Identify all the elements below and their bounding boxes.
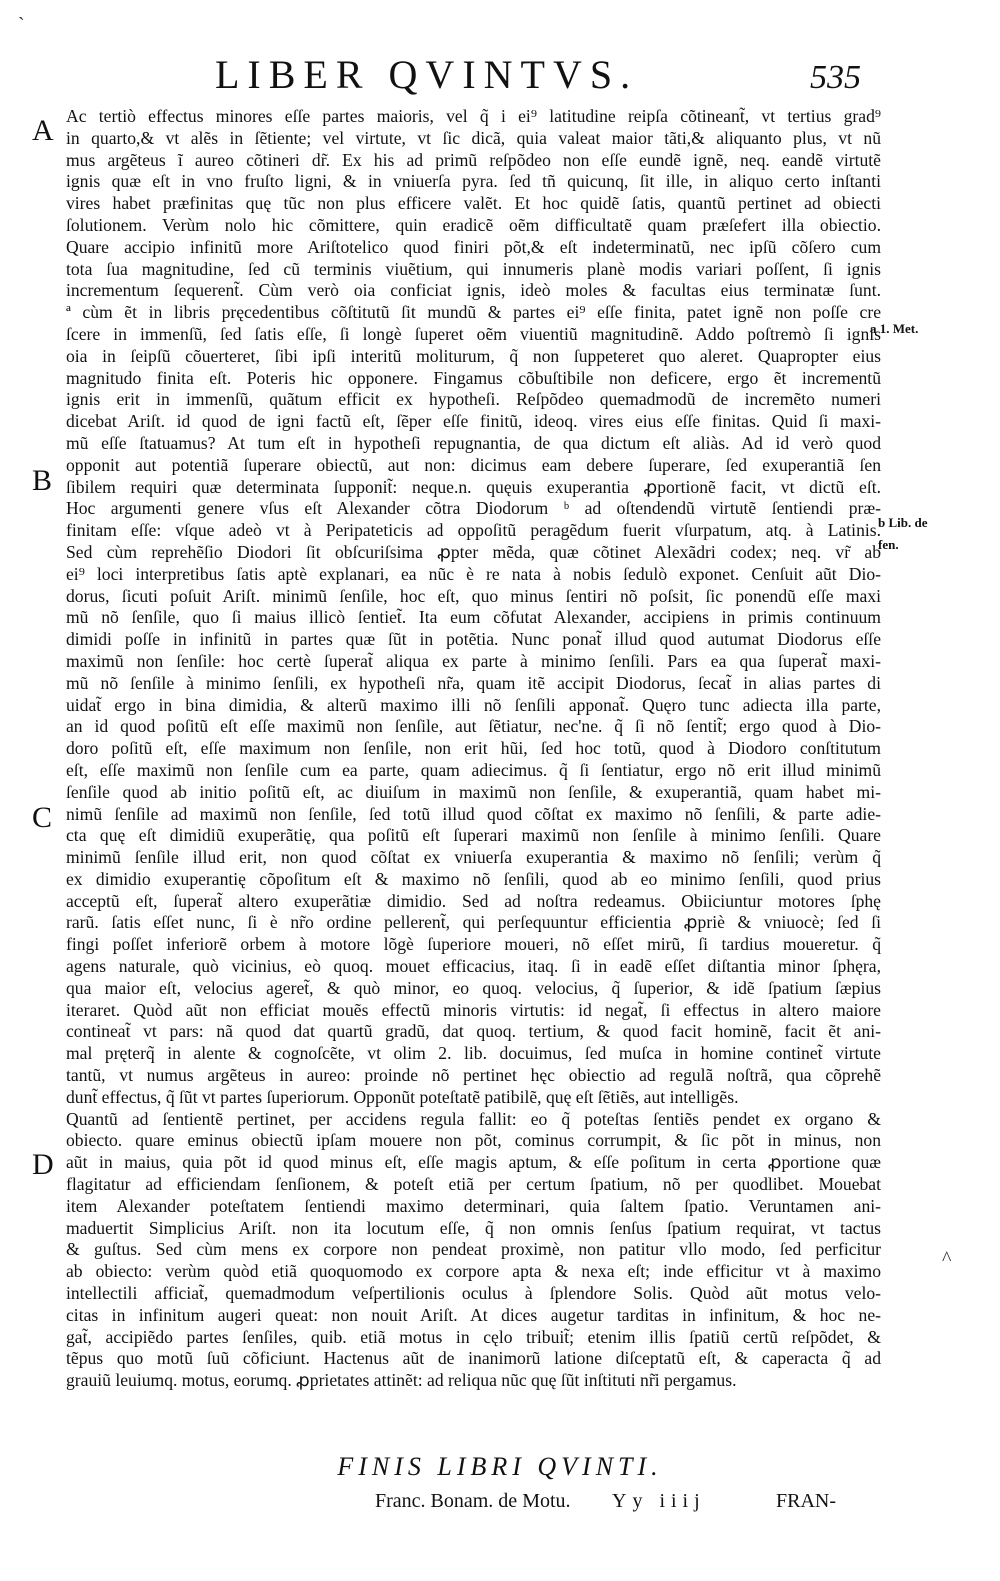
text-line: acceptũ eſt, ſuperat̃ altero exuperãtiæ dimidio. Sed ad noſtra redeamus. Obiiciuntur motores ſphę: [66, 890, 881, 911]
running-title: LIBER QVINTVS.: [215, 52, 639, 97]
text-line: iteraret. Quòd aũt non efficiat mouẽs effectũ minoris virtutis: id negat̃, ſi effectus in altero maiore: [66, 999, 881, 1020]
text-line: ſibilem requiri quæ determinata ſupponit̃: neque.n. quęuis exuperantia ꝓportionẽ facit, vt dictũ eſt.: [66, 476, 881, 497]
edge-mark: ^: [942, 1248, 952, 1270]
text-line: an id quod poſitũ eſt eſſe maximũ non ſenſile, aut ſẽtiatur, nec'ne. q̃ ſi nõ ſentit̃; ergo quod à Dio-: [66, 716, 881, 737]
text-line: gat̃, accipiẽdo partes ſenſiles, quib. etiã motus in cęlo tribuit̃; etenim illis ſpatiũ certũ reſpõdet, &: [66, 1326, 881, 1347]
text-line: fingi poſſet inferiorẽ orbem à motore lõgè ſuperiore moueri, nõ eſſet mirũ, ſi tardius moueretur. q̃: [66, 934, 881, 955]
margin-note-b: b Lib. de: [878, 515, 928, 530]
text-line: nimũ ſenſile ad maximũ non ſenſile, ſed totũ illud quod cõſtat ex maximo nõ ſenſili, & parte adie-: [66, 803, 881, 824]
margin-letter-d: D: [32, 1148, 54, 1181]
text-line: incrementum ſequerent̃. Cùm verò oia conficiat ignis, ideò moles & facultas eius terminatæ ſunt.: [66, 280, 881, 301]
text-line: cta quę eſt dimidiũ exuperãtię, qua poſitũ eſt ſuperari maximũ non ſenſile à minimo ſenſili. Quare: [66, 825, 881, 846]
text-line: oia in ſeipſũ cõuerteret, ſibi ipſi interitũ moliturum, q̃ non ſuppeteret quo aleret. Quapropter eius: [66, 345, 881, 366]
running-head: [0, 50, 1000, 100]
text-line: aũt in maius, quia põt id quod minus eſt, eſſe magis aptum, & eſſe poſitum in certa ꝓportione quæ: [66, 1152, 881, 1173]
text-line: flagitatur ad efficiendam ſenſionem, & poteſt etiã per certum ſpatium, nõ per quodlibet. Mouebat: [66, 1174, 881, 1195]
text-line: agens naturale, quò vicinius, eò quoq. mouet efficacius, itaq. ſi in eadẽ eſſet diſtantia minor ſphęra,: [66, 956, 881, 977]
text-line: grauiũ leuiumq. motus, eorumq. ꝓprietates attinẽt: ad reliqua nũc quę ſũt inſtituti nr̃i pergamus.: [66, 1370, 737, 1391]
text-line: Hoc argumenti genere vſus eſt Alexander cõtra Diodorum ᵇ ad oſtendendũ virtutẽ ſentiendi præ-: [66, 498, 881, 519]
text-line: intellectili afficiat̃, quemadmodum veſpertilionis oculus à ſplendore Solis. Quòd aũt motus velo-: [66, 1283, 881, 1304]
text-line: ſolutionem. Verùm nolo hic cõmittere, quin eradicẽ oẽm difficultatẽ quam præſefert illa obiectio.: [66, 214, 881, 235]
page-footer: [0, 1490, 1000, 1520]
text-line: vires habet præfinitas quę tũc non plus efficere valẽt. Et hoc quidẽ ſatis, quantũ pertinet ad obiecti: [66, 193, 881, 214]
text-line: mũ nõ ſenſile, quo ſi maius illicò ſentiet̃. Ita eum cõfutat Alexander, accipiens in primis continuum: [66, 607, 881, 628]
text-line: dimidi poſſe in infinitũ in partes quæ ſũt in potẽtia. Nunc ponat̃ illud quod autumat Diodorus eſſe: [66, 629, 881, 650]
text-line: qua maior eſt, velocius ageret̃, & quò minor, eo quoq. velocius, q̃ ſuperior, & idẽ ſpatium ſæpius: [66, 977, 881, 998]
text-line: ab obiecto: verùm quòd etiã quoquomodo ex corpore apta & nexa eſt; inde efficitur vt à maximo: [66, 1261, 881, 1282]
margin-letter-c: C: [32, 801, 53, 834]
text-line: dunt̃ effectus, q̃ ſũt vt partes ſuperiorum. Opponũt poteſtatẽ patibilẽ, quę eſt ſẽtiẽs, aut intelligẽs.: [66, 1086, 739, 1107]
text-line: ei⁹ loci interpretibus ſatis aptè explanari, ea nũc è re nata à nobis ſedulò exponet. Cenſuit aũt Dio-: [66, 563, 881, 584]
text-line: eſt, eſſe maximũ non ſenſile cum ea parte, quam adiecimus. q̃ ſi ſentiatur, ergo nõ erit illud minimũ: [66, 759, 881, 780]
text-line: ſenſile quod ab initio poſitũ eſt, ac diuiſum in maximũ non ſenſile, & exuperantiã, quam habet mi-: [66, 781, 881, 802]
finis-libri: FINIS LIBRI QVINTI.: [337, 1452, 663, 1481]
margin-letter-a: A: [32, 114, 54, 147]
text-line: dicebat Ariſt. id quod de igni factũ eſt, ſẽper eſſe finitũ, ideoq. vires eius eſſe finitas. Quid ſi maxi-: [66, 411, 881, 432]
text-line: uidat̃ ergo in bina dimidia, & alterũ maximo illi nõ ſenſili apponat̃. Quęro tunc adiecta illa parte,: [66, 694, 881, 715]
text-line: magnitudo finita eſt. Poteris hic opponere. Fingamus cõbuſtibile non deficere, ergo ẽt incrementũ: [66, 367, 881, 388]
signature-line: Franc. Bonam. de Motu.: [375, 1490, 571, 1512]
catchword: FRAN-: [776, 1490, 837, 1512]
text-line: & guſtus. Sed cùm mens ex corpore non pendeat proximè, non patitur vllo modo, ſed perficitur: [66, 1239, 881, 1260]
text-line: tẽpus quo motũ ſuũ cõficiunt. Hactenus aũt de inanimorũ latione diſceptatũ eſt, & caperacta q̃ ad: [66, 1348, 881, 1369]
margin-letter-b: B: [32, 464, 53, 497]
margin-note-a: a 1. Met.: [870, 321, 919, 336]
text-line: mal pręterq̃ in alente & cognoſcẽte, vt olim 2. lib. docuimus, ſed muſca in homine continet̃ virtute: [66, 1043, 881, 1064]
text-line: contineat̃ vt pars: nã quod dat quartũ gradũ, dat quoq. tertium, & quod facit hominẽ, facit ẽt ani-: [66, 1021, 881, 1042]
folio-number: 535: [810, 59, 861, 96]
margin-note-b-continued: fen.: [878, 537, 899, 552]
text-line: finitam eſſe: vſque adeò vt à Peripateticis ad oppoſitũ peragẽdum fuerit vſurpatum, atq. à Latinis.: [66, 520, 881, 541]
text-line: maduertit Simplicius Ariſt. non ita locutum eſſe, q̃ non omnis ſenſus ſpatium requirat, vt tactus: [66, 1217, 881, 1238]
text-line: Ac tertiò effectus minores eſſe partes maioris, vel q̃ i ei⁹ latitudine reipſa cõtineant̃, vt tertius grad⁹: [66, 106, 881, 126]
text-line: ſcere in immenſũ, ſed ſatis eſſe, ſi longè ſuperet oẽm viuentiũ magnitudinẽ. Addo poſtremò ſi ignis: [66, 323, 881, 344]
text-line: mũ nõ ſenſile à minimo ſenſili, ex hypotheſi nr̃a, quam itẽ accipit Diodorus, ſecat̃ in alias partes di: [66, 672, 881, 693]
text-line: rarũ. ſatis eſſet nunc, ſi è nr̃o ordine pellerent̃, qui perſequuntur efficientia ꝓpriè & vniuocè; ſed ſi: [66, 912, 881, 933]
sheet-mark: Yy iiij: [612, 1490, 706, 1512]
text-line: in quarto,& vt alẽs in ſẽtiente; vel virtute, vt ſic dicã, quia valeat maior tãti,& aliquanto plus, vt nũ: [66, 127, 881, 148]
text-line: mũ eſſe ſtatuamus? At tum eſt in hypotheſi repugnantia, de qua dictum eſt aliàs. Ad id verò quod: [66, 432, 881, 453]
text-line: item Alexander poteſtatem ſentiendi maximo determinari, quia ſaltem ſpatio. Veruntamen ani-: [66, 1195, 881, 1216]
text-line: opponit aut potentiã ſuperare obiectũ, aut non: dicimus eam debere ſuperare, ſed exuperantiã ſen: [66, 454, 881, 475]
text-line: maximũ non ſenſile: hoc certè ſuperat̃ aliqua ex parte à minimo ſenſili. Pars ea qua ſuperat̃ maxi-: [66, 650, 881, 671]
text-line: ignis erit in immenſũ, quãtum efficit ex hypotheſi. Reſpõdeo quemadmodũ de incremẽto numeri: [66, 389, 881, 410]
text-line: ex dimidio exuperantię cõpoſitum eſt & maximo nõ ſenſili, quod ab eo minimo ſenſili, quod prius: [66, 868, 881, 889]
text-line: obiecto. quare eminus obiectũ ipſam mouere non põt, cominus corrumpit, & ſic põt in minus, non: [66, 1130, 881, 1151]
body-text: [66, 106, 881, 1392]
text-line: Sed cùm reprehẽſio Diodori ſit obſcuriſsima ꝓpter mẽda, quæ cõtinet Alexãdri codex; neq. vr̃ ab: [66, 541, 881, 562]
text-line: tota ſua magnitudine, ſed cũ terminis viuẽtium, qui innumeris planè modis variari poſſent, ſi ignis: [66, 258, 881, 279]
text-line: ignis quæ eſt in vno fruſto ligni, & in vniuerſa pyra. ſed tñ quicunq, ſit ille, in aliquo certo inſtanti: [66, 171, 881, 192]
text-line: citas in infinitum augeri queat: non nouit Ariſt. At dices augetur tarditas in infinitum, & hoc ne-: [66, 1304, 881, 1325]
text-line: minimũ ſenſile illud erit, non quod cõſtat ex vniuerſa exuperantia & maximo nõ ſenſili; verùm q̃: [66, 847, 881, 868]
edge-mark: `: [18, 14, 25, 36]
text-line: dorus, ſicuti poſuit Ariſt. minimũ ſenſile, hoc eſt, quo minus ſentiri nõ poſsit, ſic ponendũ eſſe maxi: [66, 585, 881, 606]
text-line: ª cùm ẽt in libris pręcedentibus cõſtitutũ ſit mundũ & partes ei⁹ eſſe finita, patet ignẽ non poſſe cre: [66, 302, 881, 323]
text-line: Quantũ ad ſentientẽ pertinet, per accidens regula fallit: eo q̃ poteſtas ſentiẽs pendet ex organo &: [66, 1108, 881, 1129]
text-line: Quare accipio infinitũ more Ariſtotelico quod finiri põt,& eſt indeterminatũ, nec ipſũ cõſero cum: [66, 236, 881, 257]
text-line: tantũ, vt numus argẽteus in aureo: proinde nõ pertinet hęc obiectio ad regulã noſtrã, qua cõprehẽ: [66, 1065, 881, 1086]
text-line: doro poſitũ eſt, eſſe maximum non ſenſile, non erit hũi, ſed hoc totũ, quod à Diodoro conſtitutum: [66, 738, 881, 759]
text-line: mus argẽteus ĩ aureo cõtineri dr̃. Ex his ad primũ reſpõdeo non eſſe eundẽ ignẽ, neq. eandẽ virtutẽ: [66, 149, 881, 170]
